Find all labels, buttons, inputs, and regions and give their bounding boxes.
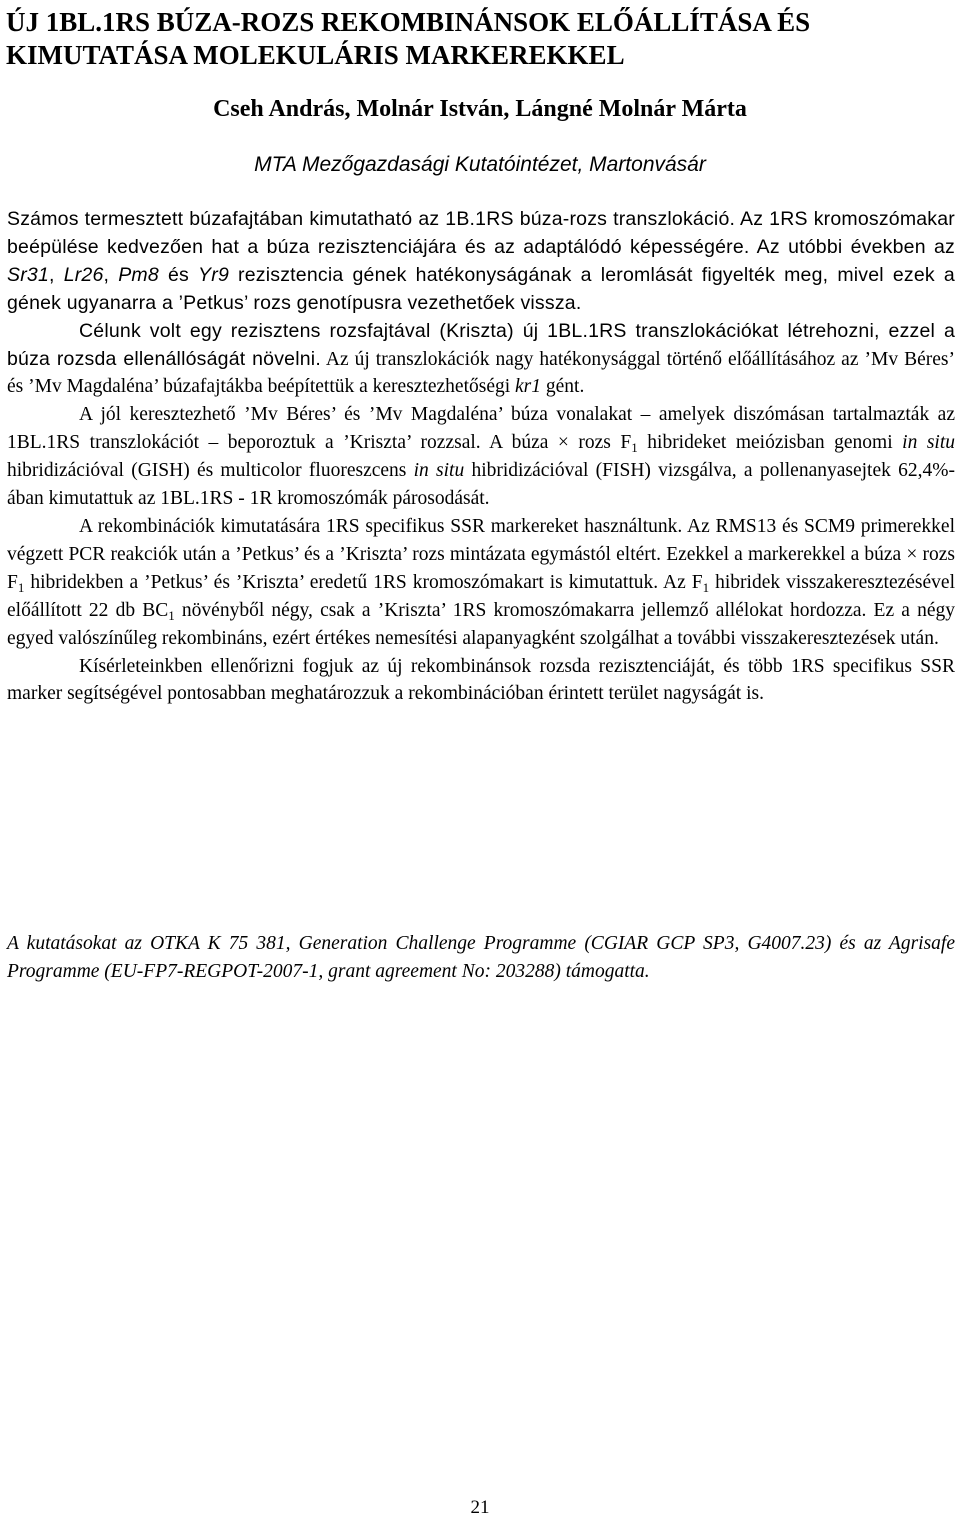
paragraph-3 <box>7 401 955 513</box>
p3-text-3: hibridizációval (GISH) és multicolor fluoreszcens <box>7 460 414 482</box>
paper-title <box>6 6 946 72</box>
p1-text-1: Számos termesztett búzafajtában kimutatható az 1B.1RS búza-rozs transzlokáció. Az 1RS kromoszómakar beépülése kedvezően hat a búza rezisztenciájára és az adaptálódó képességére. Az utóbbi években az <box>7 208 955 258</box>
p2-text-3: gént. <box>541 376 585 398</box>
p4-text-1: A rekombinációk kimutatására 1RS specifikus SSR markereket használtunk. Az RMS13 és SCM9 primerekkel végzett PCR reakciók után a ’Petkus’ és a ’Kriszta’ rozs mintázata egymástól eltért. Ezekkel a markerekkel a búza × rozs F <box>7 515 955 593</box>
p1-text-3: , <box>103 263 119 286</box>
p3-in-situ-2: in situ <box>413 460 465 482</box>
gene-pm8: Pm8 <box>118 263 159 286</box>
p1-text-2: , <box>49 263 64 286</box>
p4-subscript-2: 1 <box>702 579 710 595</box>
p3-text-4: hibridizációval (FISH) vizsgálva, a pollenanyasejtek 62,4%-ában kimutattuk az 1BL.1RS - 1R kromoszómák párosodását. <box>7 460 955 510</box>
author-list: Cseh András, Molnár István, Lángné Molnár Márta <box>213 96 747 122</box>
page-number: 21 <box>470 1497 490 1518</box>
p3-text-1: A jól keresztezhető ’Mv Béres’ és ’Mv Magdaléna’ búza vonalakat – amelyek diszómásan tartalmazták az 1BL.1RS transzlokációt – beporoztuk a ’Kriszta’ rozzsal. A búza × rozs F <box>7 404 955 454</box>
gene-yr9: Yr9 <box>198 263 229 286</box>
p4-text-3: hibridek visszakeresztezésével előállított 22 db BC <box>7 571 955 621</box>
gene-kr1: kr1 <box>515 376 542 398</box>
title-line-2: KIMUTATÁSA MOLEKULÁRIS MARKEREKKEL <box>6 40 625 70</box>
p4-subscript-1: 1 <box>17 579 25 595</box>
p4-text-4: növényből négy, csak a ’Kriszta’ 1RS kromoszómakarra jellemző allélokat hordozza. Ez a négy egyed valószínűleg rekombináns, ezért értékes nemesítési alapanyagként szolgálhat a további visszakeresztezések után. <box>7 599 955 649</box>
institution: MTA Mezőgazdasági Kutatóintézet, Martonvásár <box>254 153 706 176</box>
title-line-1: ÚJ 1BL.1RS BÚZA-ROZS REKOMBINÁNSOK ELŐÁLLÍTÁSA ÉS <box>6 7 811 37</box>
p1-text-5: rezisztencia gének hatékonyságának a leromlását figyelték meg, mivel ezek a gének ugyanarra a ’Petkus’ rozs genotípusra vezethetőek vissza. <box>7 263 955 314</box>
p4-subscript-3: 1 <box>168 607 175 623</box>
p4-text-2: hibridekben a ’Petkus’ és ’Kriszta’ eredetű 1RS kromoszómakart is kimutattuk. Az F <box>24 571 703 593</box>
p1-text-4: és <box>158 263 199 286</box>
abstract-body <box>7 206 955 708</box>
p3-subscript-1: 1 <box>631 440 638 456</box>
acknowledgement: A kutatásokat az OTKA K 75 381, Generation Challenge Programme (CGIAR GCP SP3, G4007.23) és az Agrisafe Programme (EU-FP7-REGPOT-2007-1, grant agreement No: 203288) támogatta. <box>7 933 955 982</box>
paragraph-4 <box>7 513 955 653</box>
paragraph-1 <box>7 206 955 318</box>
p2-text-2: Az új transzlokációk nagy hatékonysággal történő előállításához az ’Mv Béres’ és ’Mv Magdaléna’ búzafajtákba beépítettük a keresztezhetőségi <box>7 348 955 398</box>
p3-text-2: hibrideket meiózisban genomi <box>637 432 903 454</box>
p3-in-situ-1: in situ <box>902 432 956 454</box>
p2-text-1: Célunk volt egy rezisztens rozsfajtával (Kriszta) új 1BL.1RS transzlokációkat létrehozni, ezzel a búza rozsda ellenállóságát növelni. <box>7 319 955 370</box>
paragraph-2 <box>7 318 955 402</box>
paragraph-5: Kísérleteinkben ellenőrizni fogjuk az új rekombinánsok rozsda rezisztenciáját, és több 1RS specifikus SSR marker segítségével pontosabban meghatározzuk a rekombinációban érintett terület nagyságát is. <box>7 655 955 705</box>
gene-sr31: Sr31 <box>7 263 49 286</box>
gene-lr26: Lr26 <box>63 263 104 286</box>
